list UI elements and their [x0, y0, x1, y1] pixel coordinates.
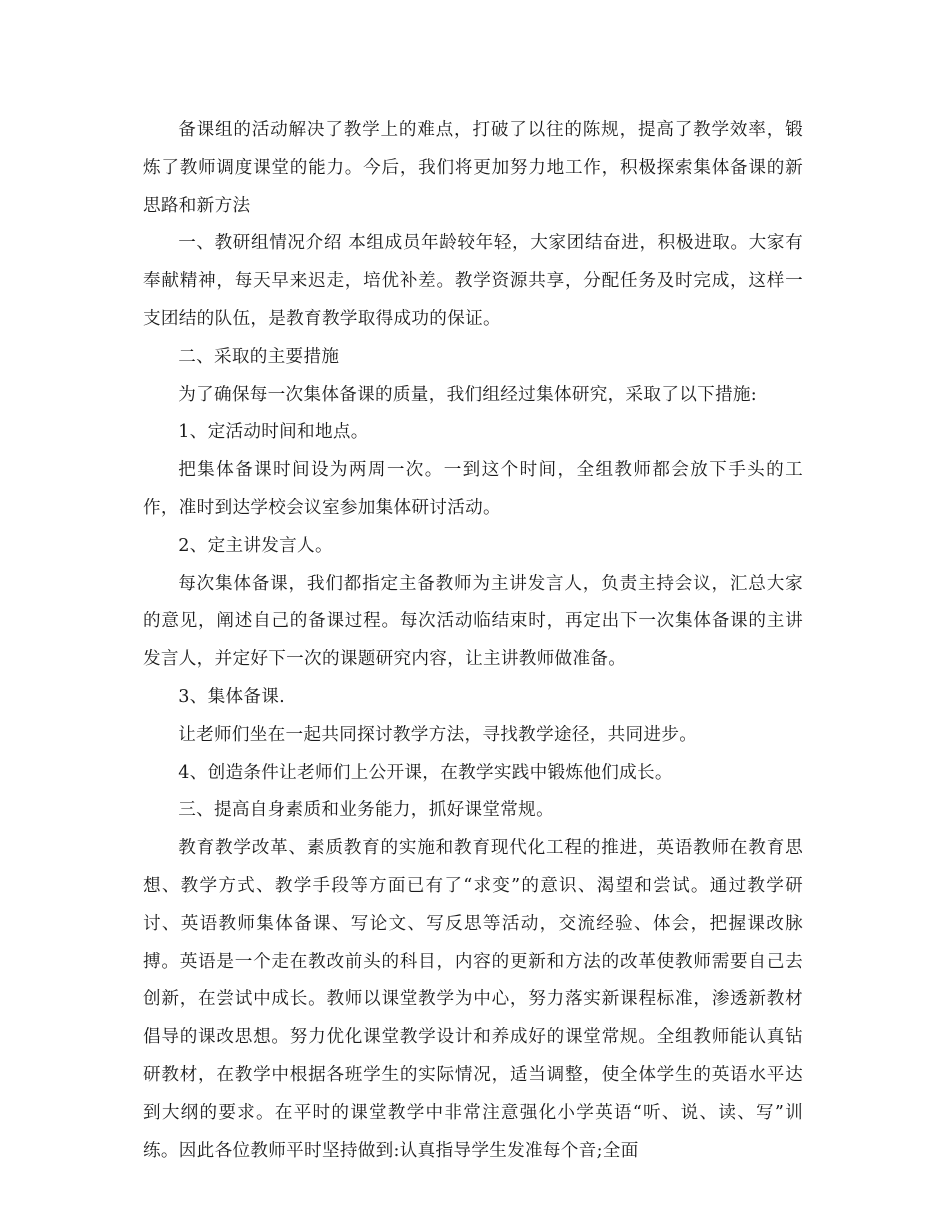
paragraph-measures-intro: 为了确保每一次集体备课的质量，我们组经过集体研究，采取了以下措施:: [178, 384, 758, 405]
item-1-heading: 1、定活动时间和地点。: [178, 422, 369, 443]
item-3-heading: 3、集体备课.: [178, 686, 286, 707]
heading-section-3: 三、提高自身素质和业务能力，抓好课堂常规。: [178, 800, 554, 821]
item-2-text: 每次集体备课，我们都指定主备教师为主讲发言人，负责主持会议，汇总大家的意见，阐述自己的备课过程。每次活动临结束时，再定出下一次集体备课的主讲发言人，并定好下一次的课题研究内容，让主讲教师做准备。: [143, 573, 803, 670]
document-body: [143, 112, 803, 1170]
item-2-heading: 2、定主讲发言人。: [178, 535, 333, 556]
paragraph-section-1: 一、教研组情况介绍 本组成员年龄较年轻，大家团结奋进，积极进取。大家有奉献精神，每天早来迟走，培优补差。教学资源共享，分配任务及时完成，这样一支团结的队伍，是教育教学取得成功的保证。: [143, 233, 803, 329]
paragraph-section-3-body: 教育教学改革、素质教育的实施和教育现代化工程的推进，英语教师在教育思想、教学方式、教学手段等方面已有了“求变”的意识、渴望和尝试。通过教学研讨、英语教师集体备课、写论文、写反思等活动，交流经验、体会，把握课改脉搏。英语是一个走在教改前头的科目，内容的更新和方法的改革使教师需要自己去创新，在尝试中成长。教师以课堂教学为中心，努力落实新课程标准，渗透新教材倡导的课改思想。努力优化课堂教学设计和养成好的课堂常规。全组教师能认真钻研教材，在教学中根据各班学生的实际情况，适当调整，使全体学生的英语水平达到大纲的要求。在平时的课堂教学中非常注意强化小学英语“听、说、读、写”训练。因此各位教师平时坚持做到:认真指导学生发准每个音;全面: [143, 838, 803, 1161]
heading-section-2: 二、采取的主要措施: [178, 346, 340, 367]
item-1-text: 把集体备课时间设为两周一次。一到这个时间，全组教师都会放下手头的工作，准时到达学校会议室参加集体研讨活动。: [143, 460, 803, 518]
item-4-heading: 4、创造条件让老师们上公开课，在教学实践中锻炼他们成长。: [178, 762, 673, 783]
paragraph-summary: 备课组的活动解决了教学上的难点，打破了以往的陈规，提高了教学效率，锻炼了教师调度课堂的能力。今后，我们将更加努力地工作，积极探索集体备课的新思路和新方法: [143, 120, 803, 216]
item-3-text: 让老师们坐在一起共同探讨教学方法，寻找教学途径，共同进步。: [178, 724, 698, 745]
